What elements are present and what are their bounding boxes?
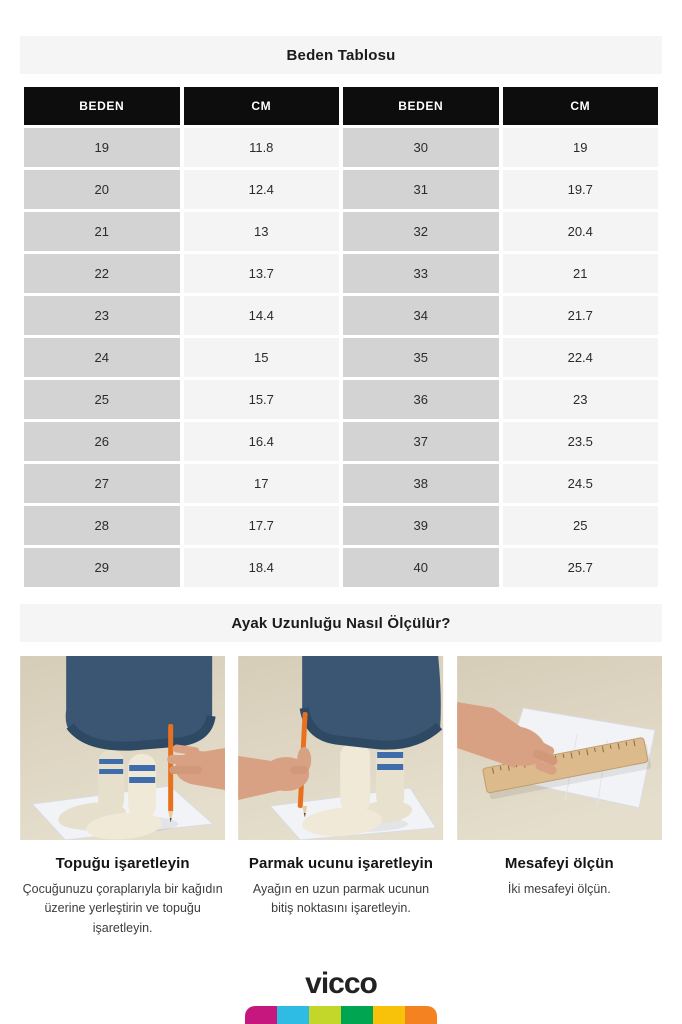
brand-logo-text: vicco: [305, 967, 377, 1000]
table-row: [24, 128, 658, 167]
cm-cell: 24.5: [503, 464, 659, 503]
table-row: [24, 506, 658, 545]
size-cell: 27: [24, 464, 180, 503]
size-cell: 39: [343, 506, 499, 545]
size-cell: 40: [343, 548, 499, 587]
header-cm-left: CM: [184, 87, 340, 125]
cm-cell: 21.7: [503, 296, 659, 335]
cm-cell: 15: [184, 338, 340, 377]
measure-title-bar: [20, 604, 662, 642]
size-cell: 32: [343, 212, 499, 251]
table-row: [24, 380, 658, 419]
brand-bar-segment: [309, 1006, 341, 1024]
table-row: [24, 464, 658, 503]
cm-cell: 16.4: [184, 422, 340, 461]
size-cell: 23: [24, 296, 180, 335]
cm-cell: 17.7: [184, 506, 340, 545]
measure-distance-photo: [457, 656, 662, 840]
brand-bar-segment: [373, 1006, 405, 1024]
cm-cell: 14.4: [184, 296, 340, 335]
cm-cell: 12.4: [184, 170, 340, 209]
table-row: [24, 338, 658, 377]
size-cell: 31: [343, 170, 499, 209]
brand-bar-segment: [341, 1006, 373, 1024]
cm-cell: 19: [503, 128, 659, 167]
size-cell: 33: [343, 254, 499, 293]
step-heading: Mesafeyi ölçün: [504, 855, 614, 872]
size-cell: 20: [24, 170, 180, 209]
size-cell: 35: [343, 338, 499, 377]
mark-toe-photo: [238, 656, 443, 840]
cm-cell: 20.4: [503, 212, 659, 251]
size-cell: 25: [24, 380, 180, 419]
measure-title: Ayak Uzunluğu Nasıl Ölçülür?: [231, 614, 451, 632]
table-row: [24, 422, 658, 461]
size-cell: 28: [24, 506, 180, 545]
cm-cell: 25.7: [503, 548, 659, 587]
step-description: İki mesafeyi ölçün.: [507, 882, 611, 896]
measure-captions: [20, 855, 662, 938]
size-cell: 22: [24, 254, 180, 293]
step-caption-heel: [20, 855, 225, 938]
size-table-body: [24, 128, 658, 587]
cm-cell: 22.4: [503, 338, 659, 377]
size-cell: 37: [343, 422, 499, 461]
table-title-bar: [20, 36, 662, 74]
brand-bar-segment: [245, 1006, 277, 1024]
cm-cell: 23.5: [503, 422, 659, 461]
header-beden-left: BEDEN: [24, 87, 180, 125]
step-heading: Topuğu işaretleyin: [55, 855, 190, 872]
size-cell: 34: [343, 296, 499, 335]
measure-photos: [20, 656, 662, 840]
table-row: [24, 254, 658, 293]
brand-color-bar: [245, 1006, 437, 1024]
brand-bar-segment: [405, 1006, 437, 1024]
size-table: [20, 84, 662, 590]
jeans: [302, 656, 441, 748]
step-caption-toe: [238, 855, 443, 938]
table-row: [24, 212, 658, 251]
table-row: [24, 170, 658, 209]
cm-cell: 19.7: [503, 170, 659, 209]
size-cell: 30: [343, 128, 499, 167]
cm-cell: 18.4: [184, 548, 340, 587]
cm-cell: 15.7: [184, 380, 340, 419]
cm-cell: 13.7: [184, 254, 340, 293]
step-heading: Parmak ucunu işaretleyin: [248, 855, 434, 872]
table-header-row: [24, 87, 658, 125]
cm-cell: 11.8: [184, 128, 340, 167]
cm-cell: 13: [184, 212, 340, 251]
header-beden-right: BEDEN: [343, 87, 499, 125]
size-cell: 38: [343, 464, 499, 503]
jeans: [66, 656, 213, 750]
cm-cell: 25: [503, 506, 659, 545]
size-cell: 36: [343, 380, 499, 419]
cm-cell: 23: [503, 380, 659, 419]
header-cm-right: CM: [503, 87, 659, 125]
cm-cell: 21: [503, 254, 659, 293]
table-row: [24, 548, 658, 587]
size-cell: 29: [24, 548, 180, 587]
cm-cell: 17: [184, 464, 340, 503]
size-cell: 21: [24, 212, 180, 251]
brand-bar-segment: [277, 1006, 309, 1024]
size-cell: 24: [24, 338, 180, 377]
brand-footer: [0, 969, 682, 1024]
step-caption-measure: [457, 855, 662, 938]
step-description: Ayağın en uzun parmak ucunun bitiş noktasını işaretleyin.: [252, 882, 430, 916]
mark-heel-photo: [20, 656, 225, 840]
size-cell: 26: [24, 422, 180, 461]
table-title: Beden Tablosu: [286, 46, 396, 64]
size-cell: 19: [24, 128, 180, 167]
table-row: [24, 296, 658, 335]
step-description: Çocuğunuzu çoraplarıyla bir kağıdın üzerine yerleştirin ve topuğu işaretleyin.: [22, 882, 223, 935]
